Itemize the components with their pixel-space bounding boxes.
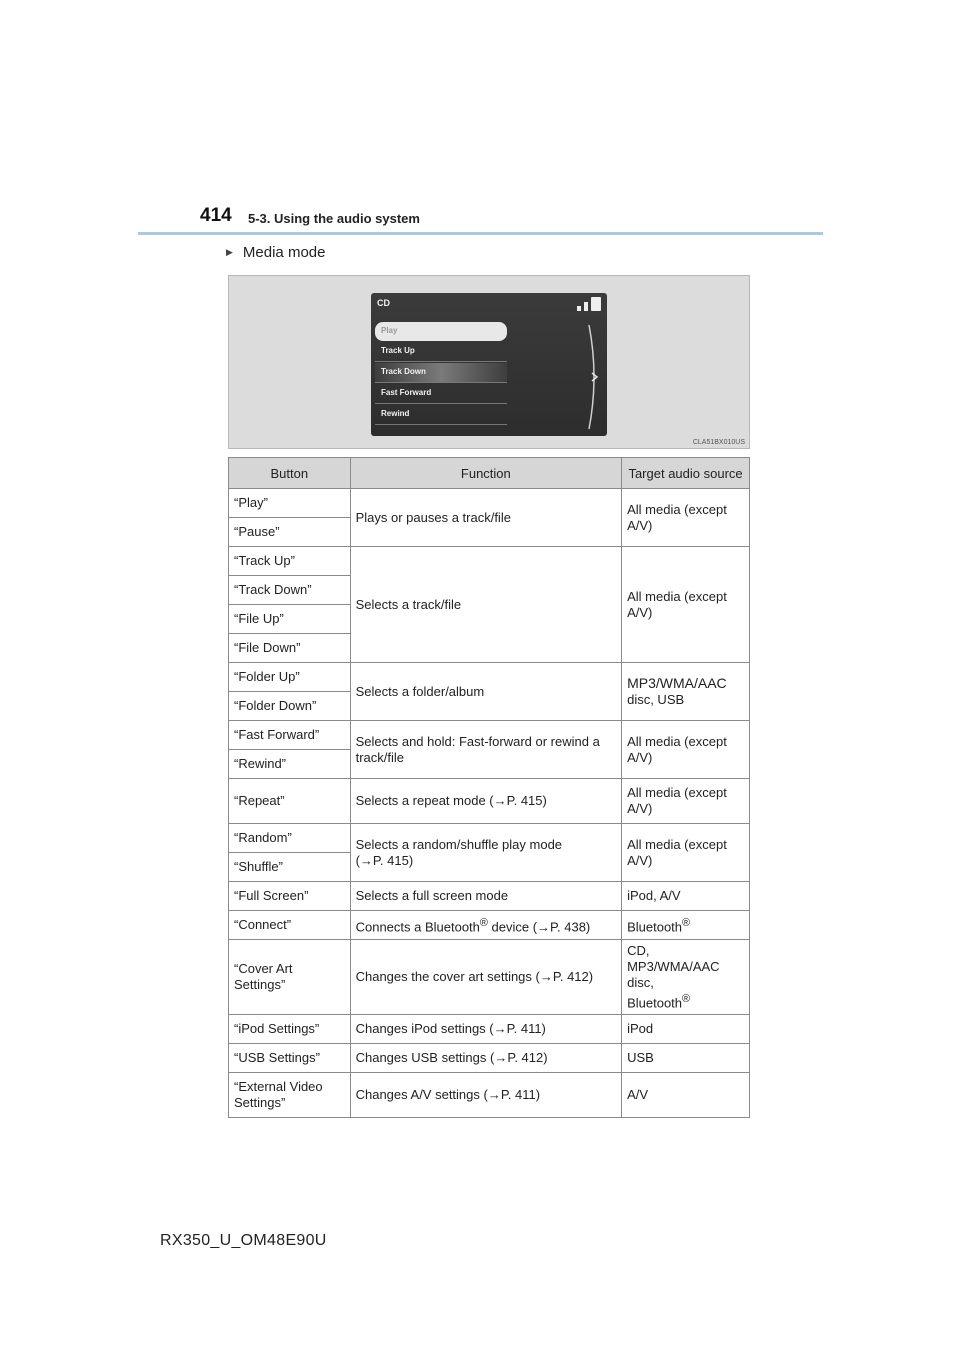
header-button: Button xyxy=(229,458,351,489)
menu-item-play[interactable]: Play xyxy=(375,322,507,341)
cell-function: Changes USB settings (→P. 412) xyxy=(350,1044,622,1073)
cell-function: Selects and hold: Fast-forward or rewind a track/file xyxy=(350,721,622,779)
scroll-arc-icon xyxy=(587,323,601,431)
cell-button: “Fast Forward” xyxy=(229,721,351,750)
target-text: CD, MP3/WMA/AAC disc, xyxy=(627,943,720,990)
cell-target xyxy=(622,911,750,940)
function-text: device (→P. 438) xyxy=(487,919,591,935)
display-screen xyxy=(371,293,607,436)
cell-function: Changes the cover art settings (→P. 412) xyxy=(350,940,622,1015)
cell-target: All media (except A/V) xyxy=(622,824,750,882)
cell-function: Changes iPod settings (→P. 411) xyxy=(350,1015,622,1044)
table-row xyxy=(229,940,750,1015)
page-reference: (→P. 415) xyxy=(355,852,414,868)
triangle-right-icon: ▶ xyxy=(226,247,233,257)
cell-button: “iPod Settings” xyxy=(229,1015,351,1044)
cell-target: All media (except A/V) xyxy=(622,779,750,824)
signal-icon xyxy=(584,302,588,311)
cell-button: “File Up” xyxy=(229,605,351,634)
cell-target: All media (except A/V) xyxy=(622,721,750,779)
registered-mark: ® xyxy=(682,916,691,929)
cell-target: A/V xyxy=(622,1073,750,1118)
cell-button: “USB Settings” xyxy=(229,1044,351,1073)
cell-button: “Cover Art Settings” xyxy=(229,940,351,1015)
cell-button: “Play” xyxy=(229,489,351,518)
table-row xyxy=(229,882,750,911)
cell-button: “External Video Settings” xyxy=(229,1073,351,1118)
menu-item-track-up[interactable]: Track Up xyxy=(375,342,507,362)
cell-target: iPod xyxy=(622,1015,750,1044)
function-table xyxy=(228,457,750,1118)
menu-item-fast-forward[interactable]: Fast Forward xyxy=(375,384,507,404)
cell-button: “Pause” xyxy=(229,518,351,547)
cell-button: “Track Down” xyxy=(229,576,351,605)
target-text: Bluetooth xyxy=(627,995,683,1011)
signal-icon xyxy=(577,306,581,311)
page-number: 414 xyxy=(200,205,232,226)
cell-button: “Track Up” xyxy=(229,547,351,576)
cell-button: “File Down” xyxy=(229,634,351,663)
target-formats: MP3/WMA/AAC xyxy=(627,675,727,691)
header-target: Target audio source xyxy=(622,458,750,489)
table-row xyxy=(229,489,750,518)
table-row xyxy=(229,911,750,940)
table-header-row xyxy=(229,458,750,489)
registered-mark: ® xyxy=(682,993,691,1005)
cell-target: USB xyxy=(622,1044,750,1073)
status-icons xyxy=(577,297,601,311)
figure-code: CLA51BX010US xyxy=(692,439,745,446)
header-rule xyxy=(138,232,823,235)
cell-button: “Rewind” xyxy=(229,750,351,779)
footer-code: RX350_U_OM48E90U xyxy=(160,1232,327,1249)
mode-label xyxy=(226,244,325,261)
cell-function: Selects a track/file xyxy=(350,547,622,663)
cell-button: “Folder Up” xyxy=(229,663,351,692)
table-row xyxy=(229,1015,750,1044)
cell-button: “Folder Down” xyxy=(229,692,351,721)
menu-item-track-down[interactable]: Track Down xyxy=(375,363,507,383)
table-row xyxy=(229,721,750,750)
cell-button: “Shuffle” xyxy=(229,853,351,882)
mode-label-text: Media mode xyxy=(242,244,326,261)
function-text: Selects a random/shuffle play mode xyxy=(355,836,563,852)
screen-title: CD xyxy=(377,298,390,308)
battery-icon xyxy=(591,297,601,311)
cell-function: Plays or pauses a track/file xyxy=(350,489,622,547)
screen-menu xyxy=(375,322,507,426)
cell-function: Selects a folder/album xyxy=(350,663,622,721)
cell-button: “Full Screen” xyxy=(229,882,351,911)
registered-mark: ® xyxy=(479,916,488,929)
cell-button: “Repeat” xyxy=(229,779,351,824)
cell-button: “Connect” xyxy=(229,911,351,940)
target-devices: disc, USB xyxy=(627,692,685,707)
cell-target: iPod, A/V xyxy=(622,882,750,911)
header-function: Function xyxy=(350,458,622,489)
cell-target xyxy=(622,663,750,721)
cell-function: Changes A/V settings (→P. 411) xyxy=(350,1073,622,1118)
menu-item-rewind[interactable]: Rewind xyxy=(375,405,507,425)
cell-target: All media (except A/V) xyxy=(622,547,750,663)
cell-button: “Random” xyxy=(229,824,351,853)
table-row xyxy=(229,547,750,576)
function-text: Connects a Bluetooth xyxy=(355,919,480,935)
cell-function xyxy=(350,824,622,882)
cell-target xyxy=(622,940,750,1015)
table-row xyxy=(229,1073,750,1118)
cell-function xyxy=(350,911,622,940)
cell-function: Selects a repeat mode (→P. 415) xyxy=(350,779,622,824)
table-row xyxy=(229,1044,750,1073)
section-title: 5-3. Using the audio system xyxy=(248,211,420,226)
table-row xyxy=(229,779,750,824)
table-row xyxy=(229,824,750,853)
cell-function: Selects a full screen mode xyxy=(350,882,622,911)
target-text: Bluetooth xyxy=(627,919,683,935)
cell-target: All media (except A/V) xyxy=(622,489,750,547)
screen-figure xyxy=(228,275,750,449)
table-row xyxy=(229,663,750,692)
